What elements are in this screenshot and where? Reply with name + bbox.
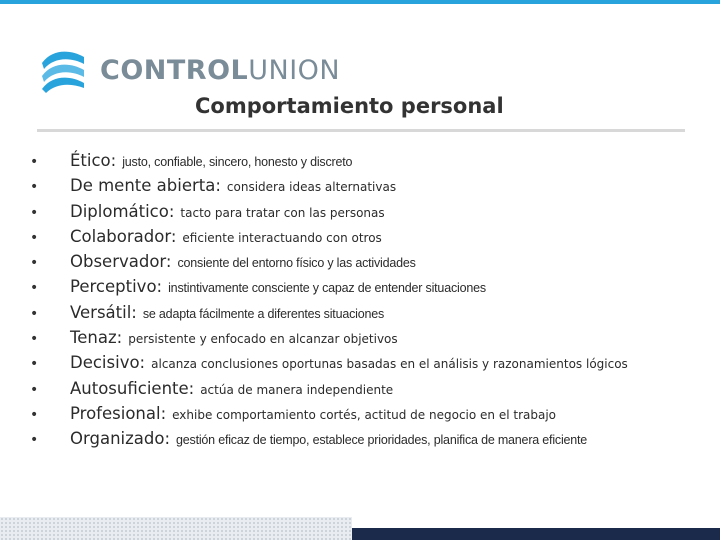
bullet-icon: • [30, 204, 39, 221]
list-item [30, 328, 710, 353]
trait-term: Autosuficiente: [70, 378, 195, 398]
trait-description: eficiente interactuando con otros [182, 230, 382, 245]
bullet-icon: • [30, 179, 39, 196]
trait-description: instintivamente consciente y capaz de entender situaciones [168, 281, 486, 296]
trait-term: Observador: [70, 252, 172, 272]
trait-term: Perceptivo: [70, 277, 163, 297]
brand-name-bold: CONTROL [100, 54, 249, 86]
top-accent-bar [0, 0, 720, 4]
trait-term: De mente abierta: [70, 176, 221, 196]
bullet-icon: • [30, 432, 39, 449]
trait-description: exhibe comportamiento cortés, actitud de negocio en el trabajo [172, 407, 557, 422]
trait-description: justo, confiable, sincero, honesto y discreto [122, 155, 353, 169]
bullet-icon: • [30, 406, 39, 423]
list-item [30, 227, 710, 252]
brand-wordmark [100, 54, 341, 86]
control-union-logo [38, 46, 340, 94]
list-item [30, 176, 710, 201]
list-item [30, 353, 710, 378]
trait-description: persistente y enfocado en alcanzar objetivos [128, 332, 398, 347]
trait-term: Organizado: [70, 429, 171, 449]
trait-description: se adapta fácilmente a diferentes situaciones [142, 306, 385, 321]
trait-description: tacto para tratar con las personas [180, 205, 385, 220]
traits-list [30, 151, 710, 455]
trait-term: Colaborador: [70, 226, 177, 246]
trait-term: Decisivo: [70, 353, 146, 373]
bullet-icon: • [30, 154, 39, 170]
list-item [30, 151, 710, 176]
list-item [30, 252, 710, 277]
trait-description: actúa de manera independiente [200, 382, 394, 397]
list-item [30, 303, 710, 328]
footer-navy-bar [352, 528, 720, 540]
list-item [30, 404, 710, 429]
title-divider [37, 129, 685, 132]
bullet-icon: • [30, 356, 39, 373]
trait-description: considera ideas alternativas [226, 180, 397, 195]
bullet-icon: • [30, 255, 39, 272]
bullet-icon: • [30, 331, 39, 348]
bullet-icon: • [30, 305, 39, 322]
list-item [30, 429, 710, 454]
bullet-icon: • [30, 229, 39, 246]
trait-term: Ético: [70, 151, 117, 170]
trait-term: Profesional: [70, 403, 167, 423]
list-item [30, 277, 710, 302]
bullet-icon: • [30, 381, 39, 398]
control-union-wave-icon [38, 47, 88, 93]
list-item [30, 379, 710, 404]
trait-description: consiente del entorno físico y las actividades [177, 256, 416, 271]
bullet-icon: • [30, 280, 39, 297]
trait-term: Tenaz: [70, 328, 123, 348]
page-title: Comportamiento personal [195, 94, 504, 118]
trait-term: Diplomático: [70, 201, 175, 221]
footer-dotted-band [0, 517, 352, 540]
trait-description: alcanza conclusiones oportunas basadas en el análisis y razonamientos lógicos [151, 357, 628, 372]
trait-term: Versátil: [70, 302, 137, 322]
list-item [30, 202, 710, 227]
trait-description: gestión eficaz de tiempo, establece prioridades, planifica de manera eficiente [176, 433, 588, 448]
brand-name-light: UNION [248, 54, 341, 86]
